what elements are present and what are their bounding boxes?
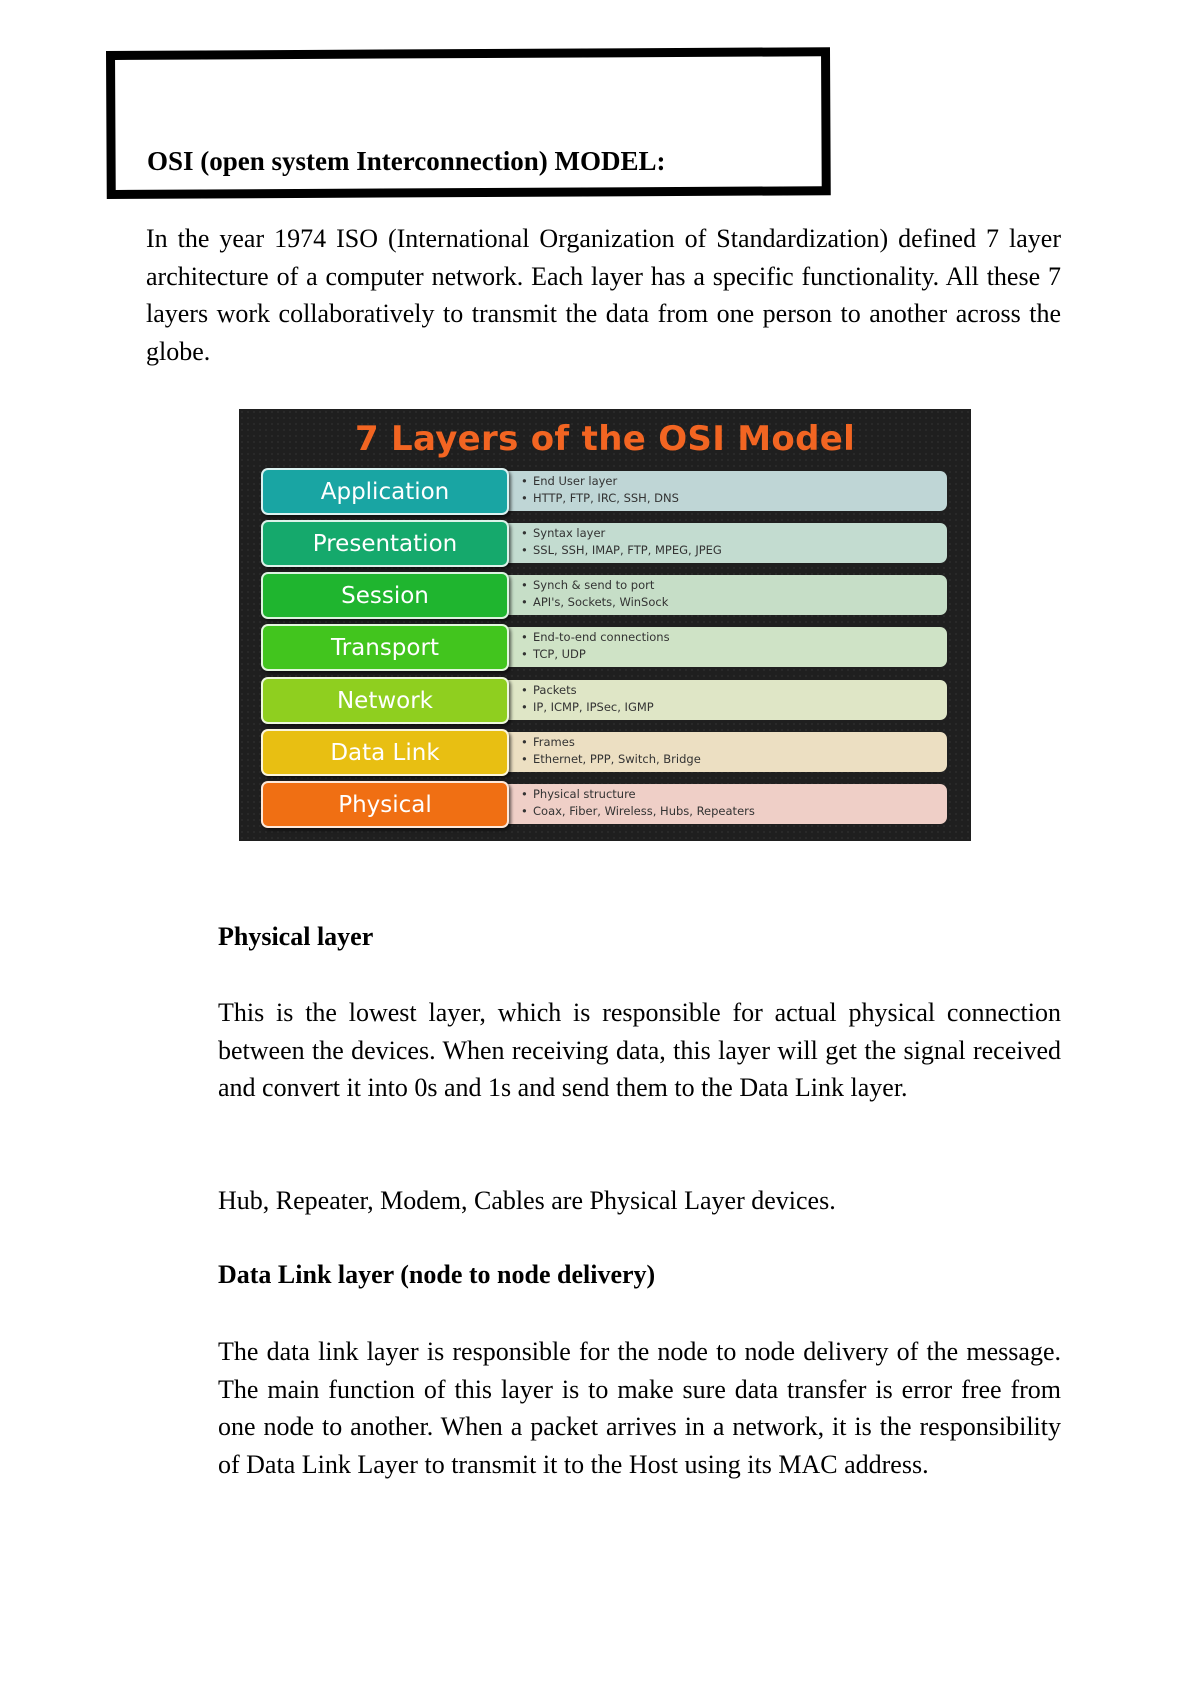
physical-layer-heading: Physical layer <box>218 922 374 951</box>
intro-paragraph: In the year 1974 ISO (International Organization of Standardization) defined 7 layer architecture of a computer network. Each layer has a specific functionality. All these 7 layers work collaboratively to transmit the data from one person to another across the globe. <box>146 224 1061 366</box>
layer-row-network <box>261 677 949 724</box>
layer-desc <box>501 627 947 667</box>
layer-bullet: • HTTP, FTP, IRC, SSH, DNS <box>521 490 947 507</box>
layer-name-session: Session <box>261 572 509 619</box>
layer-desc <box>501 523 947 563</box>
layer-bullet: • IP, ICMP, IPSec, IGMP <box>521 699 947 716</box>
layer-bullet: • Coax, Fiber, Wireless, Hubs, Repeaters <box>521 803 947 820</box>
layer-bullet: • API's, Sockets, WinSock <box>521 594 947 611</box>
layer-bullet: • Frames <box>521 734 947 751</box>
layer-desc <box>501 680 947 720</box>
physical-layer-paragraph: This is the lowest layer, which is responsible for actual physical connection between the devices. When receiving data, this layer will get the signal received and convert it into 0s and 1s and send them to the Data Link layer. <box>218 998 1061 1102</box>
layer-row-session <box>261 572 949 619</box>
layer-bullet: • Synch & send to port <box>521 577 947 594</box>
layer-bullet: • End User layer <box>521 473 947 490</box>
layer-bullet: • SSL, SSH, IMAP, FTP, MPEG, JPEG <box>521 542 947 559</box>
layer-name-network: Network <box>261 677 509 724</box>
layer-name-application: Application <box>261 468 509 515</box>
layer-bullet: • Packets <box>521 682 947 699</box>
layer-desc <box>501 732 947 772</box>
document-title: OSI (open system Interconnection) MODEL: <box>147 146 666 176</box>
layer-name-data-link: Data Link <box>261 729 509 776</box>
layer-desc <box>501 471 947 511</box>
data-link-layer-heading: Data Link layer (node to node delivery) <box>218 1260 656 1289</box>
layer-row-presentation <box>261 520 949 567</box>
layer-row-data-link <box>261 729 949 776</box>
diagram-title: 7 Layers of the OSI Model <box>354 419 856 459</box>
layer-bullet: • Physical structure <box>521 786 947 803</box>
layer-row-physical <box>261 781 949 828</box>
physical-devices-paragraph: Hub, Repeater, Modem, Cables are Physical Layer devices. <box>218 1186 836 1215</box>
layer-name-physical: Physical <box>261 781 509 828</box>
layer-name-presentation: Presentation <box>261 520 509 567</box>
layer-bullet: • Syntax layer <box>521 525 947 542</box>
osi-diagram <box>239 409 971 841</box>
layer-desc <box>501 575 947 615</box>
layer-row-application <box>261 468 949 515</box>
layer-row-transport <box>261 624 949 671</box>
layer-bullet: • Ethernet, PPP, Switch, Bridge <box>521 751 947 768</box>
layer-name-transport: Transport <box>261 624 509 671</box>
layer-bullet: • TCP, UDP <box>521 646 947 663</box>
layer-bullet: • End-to-end connections <box>521 629 947 646</box>
data-link-layer-paragraph: The data link layer is responsible for the node to node delivery of the message. The main function of this layer is to make sure data transfer is error free from one node to another. When a packet arrives in a network, it is the responsibility of Data Link Layer to transmit it to the Host using its MAC address. <box>218 1337 1061 1479</box>
layer-desc <box>501 784 947 824</box>
